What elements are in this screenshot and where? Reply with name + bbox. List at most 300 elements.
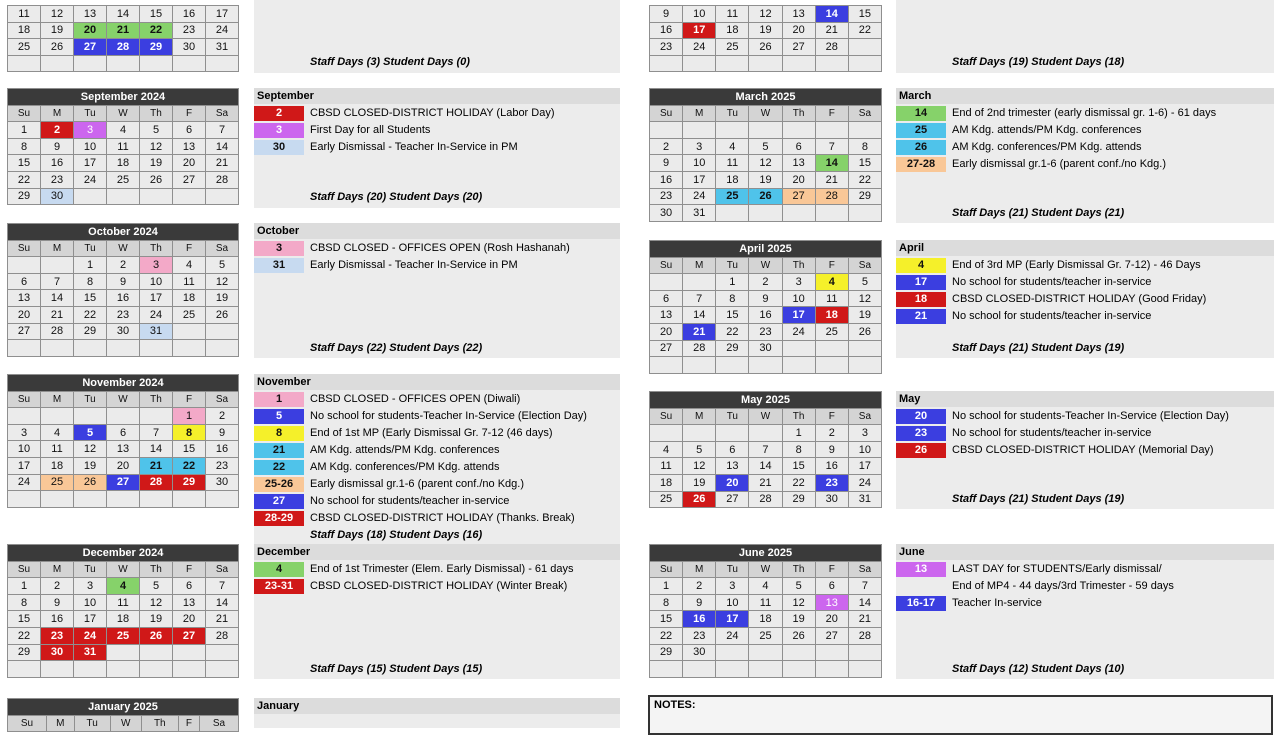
- day-cell: [716, 661, 749, 678]
- month-title: November 2024: [8, 375, 239, 392]
- event-text: No school for students-Teacher In-Service (Election Day): [310, 410, 587, 422]
- calendar-jan-2025: [7, 698, 239, 732]
- day-cell: [848, 644, 881, 661]
- date-badge: 21: [896, 309, 946, 324]
- day-cell: 4: [41, 424, 74, 441]
- day-cell: [782, 340, 815, 357]
- day-header: Su: [650, 408, 683, 425]
- day-cell: 11: [716, 6, 749, 23]
- day-header: W: [749, 105, 782, 122]
- day-cell: 23: [650, 39, 683, 56]
- event-text: Early dismissal gr.1-6 (parent conf./no Kdg.): [310, 478, 524, 490]
- day-cell: 7: [815, 138, 848, 155]
- day-header: M: [41, 240, 74, 257]
- event-text: CBSD CLOSED - OFFICES OPEN (Rosh Hashanah): [310, 242, 570, 254]
- event-text: AM Kdg. conferences/PM Kdg. attends: [310, 461, 500, 473]
- day-cell: 30: [815, 491, 848, 508]
- month-title: October 2024: [8, 224, 239, 241]
- day-cell: 7: [683, 290, 716, 307]
- day-cell: [848, 39, 881, 56]
- day-cell: 16: [173, 6, 206, 23]
- day-header: Th: [140, 240, 173, 257]
- event-row: [896, 123, 1142, 138]
- day-cell: [683, 357, 716, 374]
- day-cell: [107, 644, 140, 661]
- day-cell: 29: [848, 188, 881, 205]
- day-cell: 18: [749, 611, 782, 628]
- day-cell: 27: [173, 627, 206, 644]
- day-cell: 5: [683, 441, 716, 458]
- day-cell: 21: [206, 155, 239, 172]
- day-cell: 24: [206, 22, 239, 39]
- day-cell: 17: [716, 611, 749, 628]
- day-cell: [8, 491, 41, 508]
- day-header: F: [815, 105, 848, 122]
- day-cell: [650, 274, 683, 291]
- day-header: Tu: [74, 105, 107, 122]
- day-cell: 29: [8, 188, 41, 205]
- day-header: Th: [782, 408, 815, 425]
- day-cell: [749, 425, 782, 442]
- calendar-may-2025: [649, 391, 882, 508]
- day-cell: 26: [782, 627, 815, 644]
- day-cell: 30: [749, 340, 782, 357]
- day-cell: [74, 491, 107, 508]
- day-cell: 3: [782, 274, 815, 291]
- day-cell: [782, 661, 815, 678]
- day-cell: 23: [749, 323, 782, 340]
- day-header: Tu: [74, 240, 107, 257]
- day-cell: [173, 644, 206, 661]
- day-cell: 24: [74, 171, 107, 188]
- day-cell: [107, 188, 140, 205]
- day-cell: 21: [140, 457, 173, 474]
- day-cell: 9: [41, 138, 74, 155]
- day-cell: 28: [749, 491, 782, 508]
- day-cell: 13: [173, 138, 206, 155]
- day-cell: 24: [716, 627, 749, 644]
- day-cell: 25: [650, 491, 683, 508]
- date-badge: 25: [896, 123, 946, 138]
- panel-month-title: September: [254, 88, 620, 104]
- day-header: Sa: [206, 391, 239, 408]
- day-cell: 10: [74, 594, 107, 611]
- day-cell: 28: [815, 39, 848, 56]
- day-cell: 16: [749, 307, 782, 324]
- day-cell: 9: [683, 594, 716, 611]
- day-cell: 23: [815, 474, 848, 491]
- day-cell: [683, 661, 716, 678]
- day-cell: 20: [74, 22, 107, 39]
- day-cell: 20: [173, 611, 206, 628]
- staff-student-days: Staff Days (21) Student Days (19): [952, 493, 1125, 505]
- day-cell: 18: [41, 457, 74, 474]
- day-cell: 15: [8, 155, 41, 172]
- day-cell: 13: [8, 290, 41, 307]
- day-cell: 29: [716, 340, 749, 357]
- day-cell: 16: [41, 155, 74, 172]
- events-panel-apr: [896, 240, 1274, 358]
- day-cell: 19: [749, 171, 782, 188]
- day-header: Su: [8, 391, 41, 408]
- day-header: Th: [140, 391, 173, 408]
- day-cell: [107, 408, 140, 425]
- day-cell: 27: [74, 39, 107, 56]
- date-badge: 25-26: [254, 477, 304, 492]
- day-cell: [848, 205, 881, 222]
- day-cell: 10: [782, 290, 815, 307]
- day-cell: 20: [173, 155, 206, 172]
- day-cell: [716, 644, 749, 661]
- date-badge: [896, 579, 946, 594]
- day-cell: [815, 55, 848, 72]
- date-badge: 4: [896, 258, 946, 273]
- day-cell: 13: [716, 458, 749, 475]
- day-header: F: [173, 105, 206, 122]
- day-cell: 15: [716, 307, 749, 324]
- day-header: F: [173, 561, 206, 578]
- day-header: Th: [140, 105, 173, 122]
- event-text: End of MP4 - 44 days/3rd Trimester - 59 days: [952, 580, 1174, 592]
- day-header: W: [107, 391, 140, 408]
- day-cell: 18: [107, 611, 140, 628]
- day-cell: 27: [173, 171, 206, 188]
- day-header: Tu: [716, 105, 749, 122]
- day-cell: 11: [173, 273, 206, 290]
- day-header: F: [815, 561, 848, 578]
- day-cell: 25: [173, 306, 206, 323]
- day-cell: 11: [650, 458, 683, 475]
- day-cell: 31: [683, 205, 716, 222]
- events-panel-jun: [896, 544, 1274, 679]
- day-cell: 29: [173, 474, 206, 491]
- day-cell: 10: [8, 441, 41, 458]
- day-cell: 22: [173, 457, 206, 474]
- month-title: April 2025: [650, 241, 882, 258]
- day-cell: 19: [848, 307, 881, 324]
- day-cell: 20: [716, 474, 749, 491]
- panel-month-title: June: [896, 544, 1274, 560]
- day-cell: 12: [782, 594, 815, 611]
- event-row: [896, 426, 1151, 441]
- day-cell: 12: [41, 6, 74, 23]
- event-row: [254, 562, 573, 577]
- date-badge: 27: [254, 494, 304, 509]
- day-cell: 16: [683, 611, 716, 628]
- day-cell: [650, 122, 683, 139]
- calendar-apr-2025: [649, 240, 882, 374]
- day-cell: 28: [683, 340, 716, 357]
- day-cell: 15: [140, 6, 173, 23]
- day-header: F: [815, 257, 848, 274]
- day-cell: 9: [41, 594, 74, 611]
- day-cell: 9: [650, 6, 683, 23]
- day-cell: 21: [41, 306, 74, 323]
- date-badge: 18: [896, 292, 946, 307]
- day-cell: [815, 122, 848, 139]
- day-cell: 6: [650, 290, 683, 307]
- event-row: [254, 123, 430, 138]
- event-text: AM Kdg. conferences/PM Kdg. attends: [952, 141, 1142, 153]
- day-cell: [8, 661, 41, 678]
- day-cell: 1: [650, 578, 683, 595]
- day-cell: [782, 55, 815, 72]
- day-cell: 23: [41, 171, 74, 188]
- day-header: Su: [8, 240, 41, 257]
- day-cell: 3: [74, 578, 107, 595]
- event-row: [254, 241, 570, 256]
- date-badge: 2: [254, 106, 304, 121]
- day-cell: 15: [74, 290, 107, 307]
- day-cell: 17: [140, 290, 173, 307]
- day-cell: [650, 425, 683, 442]
- day-cell: 21: [107, 22, 140, 39]
- day-cell: 14: [815, 155, 848, 172]
- day-cell: [749, 55, 782, 72]
- day-header: Tu: [74, 391, 107, 408]
- event-row: [254, 426, 553, 441]
- events-panel-oct: [254, 223, 620, 358]
- date-badge: 17: [896, 275, 946, 290]
- month-title: March 2025: [650, 89, 882, 106]
- day-cell: [41, 408, 74, 425]
- notes-label: NOTES:: [654, 699, 696, 711]
- day-cell: 15: [8, 611, 41, 628]
- event-row: [896, 309, 1151, 324]
- day-cell: [140, 408, 173, 425]
- staff-student-days: Staff Days (21) Student Days (19): [952, 342, 1125, 354]
- day-cell: 29: [74, 323, 107, 340]
- day-header: M: [683, 257, 716, 274]
- event-text: CBSD CLOSED-DISTRICT HOLIDAY (Labor Day): [310, 107, 555, 119]
- day-cell: 7: [140, 424, 173, 441]
- day-cell: 14: [749, 458, 782, 475]
- day-cell: 28: [107, 39, 140, 56]
- panel-month-title: December: [254, 544, 620, 560]
- calendar-sep-2024: [7, 88, 239, 205]
- day-cell: 2: [683, 578, 716, 595]
- day-cell: [107, 340, 140, 357]
- event-text: No school for students/teacher in-service: [952, 427, 1152, 439]
- event-text: End of 1st MP (Early Dismissal Gr. 7-12 (46 days): [310, 427, 553, 439]
- day-cell: [140, 340, 173, 357]
- day-cell: 23: [683, 627, 716, 644]
- day-cell: 11: [749, 594, 782, 611]
- day-cell: 13: [173, 594, 206, 611]
- day-cell: 30: [683, 644, 716, 661]
- staff-student-days: Staff Days (3) Student Days (0): [310, 56, 470, 68]
- day-cell: 28: [206, 171, 239, 188]
- day-cell: [173, 340, 206, 357]
- day-cell: 28: [848, 627, 881, 644]
- panel-month-title: November: [254, 374, 620, 390]
- day-cell: 10: [716, 594, 749, 611]
- day-header: W: [749, 408, 782, 425]
- day-cell: 4: [716, 138, 749, 155]
- day-cell: [140, 188, 173, 205]
- event-text: No school for students/teacher in-service: [952, 310, 1152, 322]
- day-cell: 18: [716, 171, 749, 188]
- event-text: First Day for all Students: [310, 124, 431, 136]
- event-row: [254, 511, 575, 526]
- day-cell: 11: [815, 290, 848, 307]
- day-cell: 3: [683, 138, 716, 155]
- day-cell: 29: [140, 39, 173, 56]
- events-panel-jan: [254, 698, 620, 728]
- day-cell: 13: [74, 6, 107, 23]
- day-cell: 19: [749, 22, 782, 39]
- date-badge: 23: [896, 426, 946, 441]
- day-cell: 30: [650, 205, 683, 222]
- day-header: W: [107, 240, 140, 257]
- day-header: Th: [141, 715, 178, 732]
- day-header: Th: [782, 561, 815, 578]
- calendar-jun-2025: [649, 544, 882, 678]
- panel-month-title: January: [254, 698, 620, 714]
- day-cell: 16: [107, 290, 140, 307]
- day-header: Tu: [716, 561, 749, 578]
- event-row: [254, 106, 555, 121]
- staff-student-days: Staff Days (19) Student Days (18): [952, 56, 1125, 68]
- event-row: [896, 562, 1162, 577]
- day-header: Th: [782, 105, 815, 122]
- day-cell: 26: [140, 171, 173, 188]
- month-title: June 2025: [650, 545, 882, 562]
- day-cell: 2: [41, 122, 74, 139]
- day-header: F: [815, 408, 848, 425]
- day-cell: [206, 55, 239, 72]
- calendar-oct-2024: [7, 223, 239, 357]
- date-badge: 8: [254, 426, 304, 441]
- day-cell: 6: [107, 424, 140, 441]
- event-text: No school for students-Teacher In-Service (Election Day): [952, 410, 1229, 422]
- day-cell: 2: [41, 578, 74, 595]
- day-cell: 20: [815, 611, 848, 628]
- day-cell: [41, 491, 74, 508]
- day-cell: 8: [716, 290, 749, 307]
- day-cell: 24: [140, 306, 173, 323]
- day-header: Su: [8, 105, 41, 122]
- day-cell: 16: [206, 441, 239, 458]
- calendar-feb-2025: [649, 5, 882, 72]
- day-cell: [74, 408, 107, 425]
- day-cell: 19: [41, 22, 74, 39]
- day-cell: [683, 425, 716, 442]
- day-cell: 22: [848, 171, 881, 188]
- day-cell: 10: [683, 155, 716, 172]
- day-cell: 7: [206, 122, 239, 139]
- day-cell: 30: [107, 323, 140, 340]
- day-header: M: [683, 105, 716, 122]
- month-title: September 2024: [8, 89, 239, 106]
- day-cell: 18: [716, 22, 749, 39]
- day-cell: 6: [782, 138, 815, 155]
- day-cell: [848, 55, 881, 72]
- day-cell: 15: [173, 441, 206, 458]
- day-cell: 3: [8, 424, 41, 441]
- day-cell: 15: [650, 611, 683, 628]
- date-badge: 20: [896, 409, 946, 424]
- day-cell: [716, 55, 749, 72]
- day-cell: 7: [41, 273, 74, 290]
- day-cell: 12: [683, 458, 716, 475]
- day-header: Th: [782, 257, 815, 274]
- event-row: [254, 258, 518, 273]
- day-cell: 18: [815, 307, 848, 324]
- calendar-aug-2024: [7, 5, 239, 72]
- day-cell: [74, 188, 107, 205]
- day-cell: [107, 661, 140, 678]
- day-cell: 4: [749, 578, 782, 595]
- day-cell: 16: [650, 171, 683, 188]
- day-cell: 30: [41, 188, 74, 205]
- day-cell: 30: [173, 39, 206, 56]
- day-cell: 1: [716, 274, 749, 291]
- day-cell: 28: [815, 188, 848, 205]
- day-header: Sa: [848, 561, 881, 578]
- day-cell: 21: [206, 611, 239, 628]
- day-cell: [41, 340, 74, 357]
- event-text: CBSD CLOSED-DISTRICT HOLIDAY (Thanks. Break): [310, 512, 575, 524]
- day-cell: 4: [650, 441, 683, 458]
- day-cell: 26: [206, 306, 239, 323]
- event-text: No school for students/teacher in-service: [952, 276, 1152, 288]
- day-cell: [173, 323, 206, 340]
- day-cell: [650, 661, 683, 678]
- day-cell: [716, 205, 749, 222]
- day-cell: 12: [140, 138, 173, 155]
- day-cell: 2: [206, 408, 239, 425]
- day-cell: 27: [107, 474, 140, 491]
- event-text: CBSD CLOSED-DISTRICT HOLIDAY (Good Friday): [952, 293, 1207, 305]
- day-cell: 19: [74, 457, 107, 474]
- day-cell: 29: [782, 491, 815, 508]
- event-text: Early dismissal gr.1-6 (parent conf./no Kdg.): [952, 158, 1166, 170]
- date-badge: 14: [896, 106, 946, 121]
- day-cell: 20: [107, 457, 140, 474]
- day-cell: [815, 661, 848, 678]
- day-cell: 17: [848, 458, 881, 475]
- event-row: [254, 579, 567, 594]
- event-row: [896, 443, 1214, 458]
- day-header: F: [178, 715, 199, 732]
- day-cell: [206, 661, 239, 678]
- day-cell: [140, 491, 173, 508]
- day-cell: [749, 357, 782, 374]
- month-title: January 2025: [8, 699, 239, 716]
- staff-student-days: Staff Days (21) Student Days (21): [952, 207, 1125, 219]
- day-cell: [74, 340, 107, 357]
- day-cell: [206, 340, 239, 357]
- day-cell: 4: [107, 122, 140, 139]
- day-header: Su: [8, 715, 47, 732]
- day-cell: 28: [41, 323, 74, 340]
- day-cell: 24: [74, 627, 107, 644]
- day-cell: [173, 188, 206, 205]
- day-cell: 25: [815, 323, 848, 340]
- day-cell: 11: [8, 6, 41, 23]
- panel-month-title: April: [896, 240, 1274, 256]
- day-cell: [716, 122, 749, 139]
- day-cell: [749, 205, 782, 222]
- date-badge: 21: [254, 443, 304, 458]
- day-cell: 22: [8, 171, 41, 188]
- day-cell: [848, 340, 881, 357]
- day-cell: 15: [848, 155, 881, 172]
- day-cell: [650, 357, 683, 374]
- day-cell: 26: [74, 474, 107, 491]
- day-cell: 17: [74, 155, 107, 172]
